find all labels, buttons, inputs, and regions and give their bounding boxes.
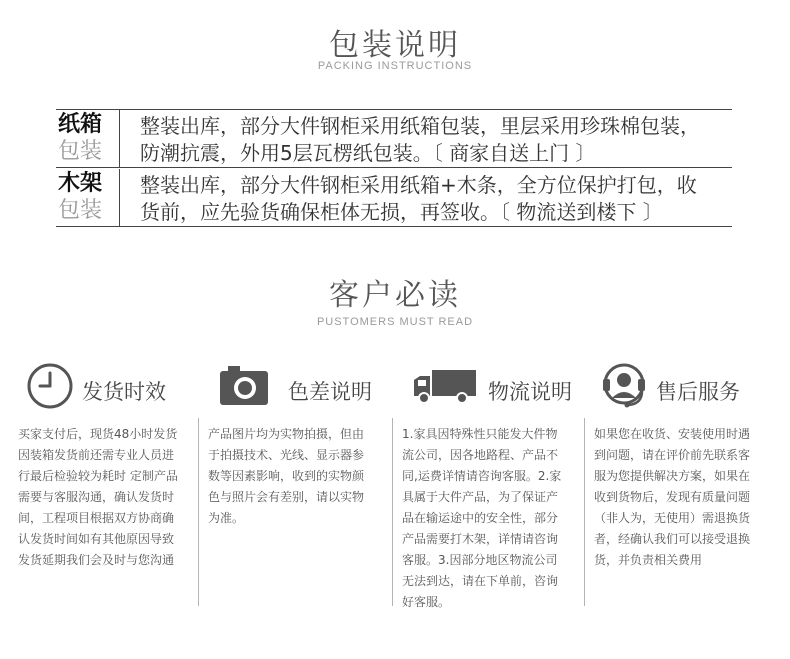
column-line: 同,运费详情请咨询客服。2.家 xyxy=(402,469,562,483)
column-line: 到问题，请在评价前先联系客 xyxy=(594,448,751,462)
clock-icon xyxy=(26,362,74,410)
packing-label-main: 纸箱 xyxy=(58,112,103,137)
column-header xyxy=(400,360,590,420)
packing-text-line: 整装出库，部分大件钢柜采用纸箱包装，里层采用珍珠棉包装， xyxy=(140,114,700,138)
truck-icon xyxy=(412,366,478,406)
column-line: 品在输运途中的安全性，部分 xyxy=(402,511,559,525)
column-line: 间，工程项目根据双方协商确 xyxy=(18,511,175,525)
notice-column-aftersales xyxy=(594,360,784,610)
packing-label-sub: 包装 xyxy=(58,198,103,223)
notice-subtitle: PUSTOMERS MUST READ xyxy=(316,316,474,328)
column-body xyxy=(18,424,178,571)
column-line: 收到货物后，发现有质量问题 xyxy=(594,490,751,504)
notice-column-logistics xyxy=(400,360,590,610)
packing-row-label xyxy=(56,169,120,227)
column-title: 色差说明 xyxy=(288,380,372,404)
packing-row-wood xyxy=(56,169,732,227)
column-line: 服为您提供解决方案，如果在 xyxy=(594,469,751,483)
packing-row-text xyxy=(140,172,730,226)
column-line: 产品图片均为实物拍摄，但由 xyxy=(208,427,365,441)
column-line: 无法到达，请在下单前，咨询 xyxy=(402,574,559,588)
packing-text-line: 货前，应先验货确保柜体无损，再签收。〔 物流送到楼下 〕 xyxy=(140,200,663,224)
column-title: 物流说明 xyxy=(488,380,572,404)
packing-row-carton xyxy=(56,110,732,168)
column-header xyxy=(594,360,784,420)
notice-column-shipping xyxy=(18,360,208,610)
packing-title: 包装说明 xyxy=(329,28,461,63)
column-line: 需要与客服沟通，确认发货时 xyxy=(18,490,175,504)
column-line: 认发货时间如有其他原因导致 xyxy=(18,532,175,546)
column-line: 买家支付后，现货48小时发货 xyxy=(18,427,178,441)
column-line: 数等因素影响，收到的实物颜 xyxy=(208,469,365,483)
column-line: 1.家具因特殊性只能发大件物 xyxy=(402,427,558,441)
column-body xyxy=(208,424,364,529)
column-title: 售后服务 xyxy=(656,380,740,404)
column-line: 具属于大件产品，为了保证产 xyxy=(402,490,559,504)
camera-icon xyxy=(218,362,270,408)
column-line: 色与照片会有差别，请以实物 xyxy=(208,490,365,504)
column-line: 好客服。 xyxy=(402,595,451,609)
notice-title: 客户必读 xyxy=(329,278,461,313)
column-title: 发货时效 xyxy=(82,380,166,404)
column-line: 于拍摄技术、光线、显示器参 xyxy=(208,448,365,462)
packing-row-label xyxy=(56,110,120,168)
packing-table xyxy=(56,109,732,227)
column-header xyxy=(208,360,398,420)
column-header xyxy=(18,360,208,420)
packing-text-line: 防潮抗震，外用5层瓦楞纸包装。〔 商家自送上门 〕 xyxy=(140,141,596,165)
column-line: （非人为，无使用）需退换货 xyxy=(594,511,751,525)
column-line: 因装箱发货前还需专业人员进 xyxy=(18,448,175,462)
column-line: 如果您在收货、安装使用时遇 xyxy=(594,427,751,441)
column-line: 行最后检验较为耗时 定制产品 xyxy=(18,469,178,483)
packing-row-text xyxy=(140,113,730,167)
column-body xyxy=(402,424,561,613)
column-line: 者，经确认我们可以接受退换 xyxy=(594,532,751,546)
column-line: 流公司，因各地路程、产品不 xyxy=(402,448,559,462)
column-line: 客服。3.因部分地区物流公司 xyxy=(402,553,558,567)
packing-label-sub: 包装 xyxy=(58,139,103,164)
notice-column-color xyxy=(208,360,398,610)
packing-text-line: 整装出库，部分大件钢柜采用纸箱+木条，全方位保护打包，收 xyxy=(140,173,697,197)
packing-label-main: 木架 xyxy=(58,171,103,196)
column-line: 为准。 xyxy=(208,511,245,525)
column-line: 产品需要打木架，详情请咨询 xyxy=(402,532,559,546)
column-line: 货，并负责相关费用 xyxy=(594,553,703,567)
column-body xyxy=(594,424,750,571)
headset-icon xyxy=(602,362,646,410)
packing-subtitle: PACKING INSTRUCTIONS xyxy=(317,60,473,72)
column-divider xyxy=(198,418,199,606)
column-line: 发货延期我们会及时与您沟通 xyxy=(18,553,175,567)
column-divider xyxy=(584,418,585,606)
column-divider xyxy=(392,418,393,606)
